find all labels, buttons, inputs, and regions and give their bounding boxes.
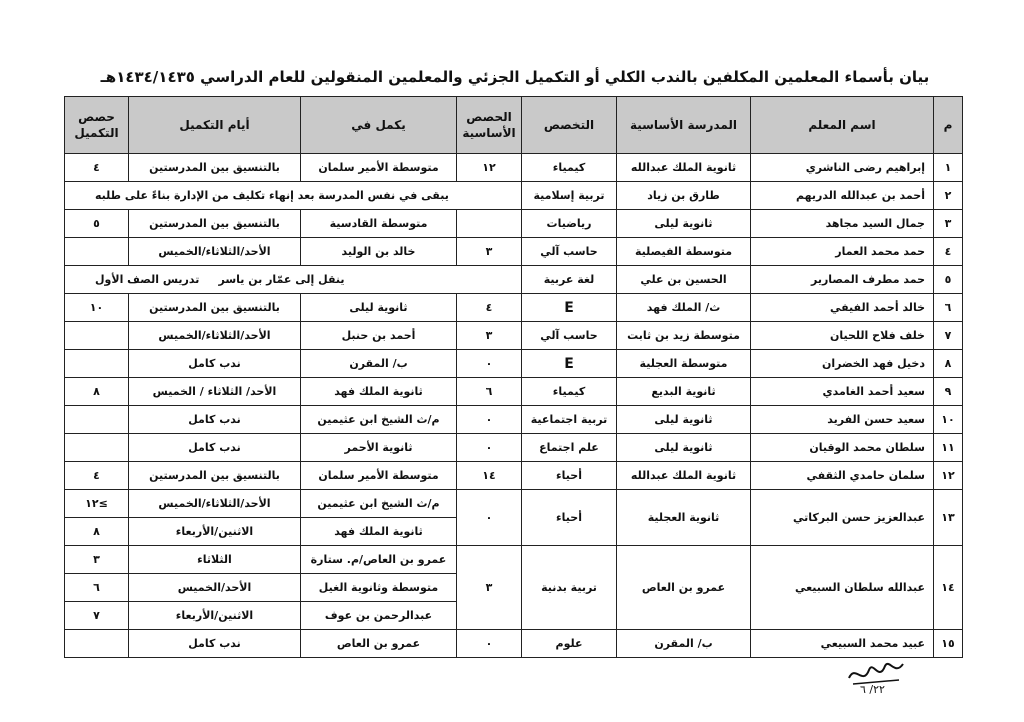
cell-name: سعيد أحمد الغامدي [751,378,934,406]
header-days: أيام التكميل [129,97,301,154]
cell-periods: ١٤ [457,462,522,490]
cell-school: ث/ الملك فهد [617,294,751,322]
cell-periods: ٣ [457,238,522,266]
cell-extra [65,630,129,658]
cell-num: ٣ [934,210,963,238]
cell-completes-in: م/ث الشيخ ابن عثيمين [301,406,457,434]
cell-completes-in: متوسطة الأمير سلمان [301,462,457,490]
header-name: اسم المعلم [751,97,934,154]
cell-num: ١٠ [934,406,963,434]
cell-extra: ٨ [65,518,129,546]
cell-school: ثانوية الملك عبدالله [617,462,751,490]
cell-specialty: E [522,350,617,378]
cell-num: ٩ [934,378,963,406]
cell-name: سلمان حامدي الثقفي [751,462,934,490]
table-row [65,266,963,294]
table-row [65,462,963,490]
table-row [65,210,963,238]
cell-completes-in: متوسطة الأمير سلمان [301,154,457,182]
cell-num: ١٥ [934,630,963,658]
signature-mark [845,656,907,706]
cell-extra [65,434,129,462]
cell-name: إبراهيم رضى الناشري [751,154,934,182]
cell-name: عبدالعزيز حسن البركاتي [751,490,934,546]
cell-specialty: لغة عربية [522,266,617,294]
header-periods: الحصص الأساسية [457,97,522,154]
cell-days: الأحد/الثلاثاء/الخميس [129,238,301,266]
cell-days: الأحد/الثلاثاء/الخميس [129,322,301,350]
cell-completes-in: متوسطة وثانوية الغيل [301,574,457,602]
cell-periods: ٠ [457,350,522,378]
header-num: م [934,97,963,154]
cell-days: بالتنسيق بين المدرستين [129,462,301,490]
cell-num: ٧ [934,322,963,350]
cell-school: ثانوية العجلية [617,490,751,546]
table-row [65,546,963,574]
cell-num: ١١ [934,434,963,462]
cell-school: ثانوية ليلى [617,210,751,238]
cell-school: عمرو بن العاص [617,546,751,630]
cell-days: الاثنين/الأربعاء [129,518,301,546]
cell-days: الأحد/الثلاثاء/الخميس [129,490,301,518]
cell-name: سعيد حسن الفريد [751,406,934,434]
cell-num: ٢ [934,182,963,210]
cell-num: ٨ [934,350,963,378]
cell-periods: ٣ [457,546,522,630]
cell-num: ١٣ [934,490,963,546]
cell-periods: ٦ [457,378,522,406]
cell-school: متوسطة العجلية [617,350,751,378]
cell-completes-in: خالد بن الوليد [301,238,457,266]
cell-days: الاثنين/الأربعاء [129,602,301,630]
header-school: المدرسة الأساسية [617,97,751,154]
cell-name: جمال السيد مجاهد [751,210,934,238]
cell-periods: ٤ [457,294,522,322]
cell-school: ثانوية البديع [617,378,751,406]
header-specialty: التخصص [522,97,617,154]
cell-school: متوسطة زيد بن ثابت [617,322,751,350]
cell-name: حمد مطرف المصارير [751,266,934,294]
cell-school: ب/ المقرن [617,630,751,658]
table-row [65,182,963,210]
table-row [65,406,963,434]
cell-extra [65,406,129,434]
cell-days: ندب كامل [129,350,301,378]
cell-specialty: علوم [522,630,617,658]
cell-specialty: تربية اجتماعية [522,406,617,434]
signature-date: ٢٢/ ٦ [860,683,885,696]
cell-completes-in: م/ث الشيخ ابن عثيمين [301,490,457,518]
cell-num: ٤ [934,238,963,266]
cell-num: ٦ [934,294,963,322]
cell-specialty: E [522,294,617,322]
cell-completes-in: متوسطة القادسية [301,210,457,238]
cell-days: بالتنسيق بين المدرستين [129,210,301,238]
table-row [65,238,963,266]
cell-periods: ٣ [457,322,522,350]
cell-specialty: أحياء [522,490,617,546]
document-title: بيان بأسماء المعلمين المكلفين بالندب الكلي أو التكميل الجزئي والمعلمين المنقولين للعام الدراسي ١٤٣٤/١٤٣٥هـ [100,68,930,86]
cell-school: ثانوية ليلى [617,434,751,462]
cell-name: خالد أحمد الفيفي [751,294,934,322]
cell-completes-in: ثانوية الملك فهد [301,518,457,546]
cell-days: الأحد/الخميس [129,574,301,602]
cell-specialty: حاسب آلي [522,322,617,350]
cell-periods: ١٢ [457,154,522,182]
header-extra: حصص التكميل [65,97,129,154]
header-row [65,97,963,154]
table-row [65,154,963,182]
cell-name: عبيد محمد السبيعي [751,630,934,658]
table-row [65,322,963,350]
cell-specialty: رياضيات [522,210,617,238]
cell-periods: ٠ [457,630,522,658]
cell-completes-in: ب/ المقرن [301,350,457,378]
cell-school: الحسين بن علي [617,266,751,294]
cell-extra: ٤ [65,462,129,490]
cell-completes-in: ثانوية الملك فهد [301,378,457,406]
cell-school: ثانوية ليلى [617,406,751,434]
teachers-table [64,96,963,658]
cell-specialty: علم اجتماع [522,434,617,462]
table-row [65,434,963,462]
cell-days: بالتنسيق بين المدرستين [129,154,301,182]
cell-completes-in: ثانوية الأحمر [301,434,457,462]
cell-extra: ٤ [65,154,129,182]
cell-specialty: أحياء [522,462,617,490]
cell-num: ١ [934,154,963,182]
table-row [65,294,963,322]
cell-name: سلطان محمد الوقيان [751,434,934,462]
cell-extra: ٥ [65,210,129,238]
cell-num: ٥ [934,266,963,294]
table-row [65,378,963,406]
cell-school: متوسطة الفيصلية [617,238,751,266]
cell-extra [65,322,129,350]
cell-completes-in: عبدالرحمن بن عوف [301,602,457,630]
cell-num: ١٢ [934,462,963,490]
cell-note: يبقى في نفس المدرسة بعد إنهاء تكليف من الإدارة بناءً على طلبه [65,182,522,210]
cell-note: ينقل إلى عمّار بن ياسر تدريس الصف الأول [65,266,522,294]
cell-completes-in: ثانوية ليلى [301,294,457,322]
cell-periods: ٠ [457,406,522,434]
table-row [65,630,963,658]
cell-specialty: تربية إسلامية [522,182,617,210]
cell-extra: ٨ [65,378,129,406]
cell-days: بالتنسيق بين المدرستين [129,294,301,322]
cell-days: ندب كامل [129,630,301,658]
cell-completes-in: عمرو بن العاص/م. ستارة [301,546,457,574]
cell-name: عبدالله سلطان السبيعي [751,546,934,630]
table-row [65,490,963,518]
table-row [65,350,963,378]
cell-name: حمد محمد العمار [751,238,934,266]
cell-school: طارق بن زياد [617,182,751,210]
cell-periods: ٠ [457,434,522,462]
cell-specialty: حاسب آلي [522,238,617,266]
cell-extra: ≥١٢ [65,490,129,518]
cell-extra [65,350,129,378]
cell-days: ندب كامل [129,406,301,434]
cell-num: ١٤ [934,546,963,630]
cell-extra: ٦ [65,574,129,602]
cell-periods: ٠ [457,490,522,546]
cell-specialty: كيمياء [522,378,617,406]
cell-periods [457,210,522,238]
cell-extra: ١٠ [65,294,129,322]
cell-days: الأحد/ الثلاثاء / الخميس [129,378,301,406]
cell-name: دخيل فهد الخضران [751,350,934,378]
cell-days: الثلاثاء [129,546,301,574]
cell-completes-in: أحمد بن حنبل [301,322,457,350]
cell-specialty: تربية بدنية [522,546,617,630]
cell-extra: ٣ [65,546,129,574]
cell-specialty: كيمياء [522,154,617,182]
cell-school: ثانوية الملك عبدالله [617,154,751,182]
cell-name: أحمد بن عبدالله الدريهم [751,182,934,210]
cell-extra [65,238,129,266]
cell-completes-in: عمرو بن العاص [301,630,457,658]
cell-extra: ٧ [65,602,129,630]
header-completes-in: يكمل في [301,97,457,154]
cell-days: ندب كامل [129,434,301,462]
cell-name: خلف فلاح اللحيان [751,322,934,350]
